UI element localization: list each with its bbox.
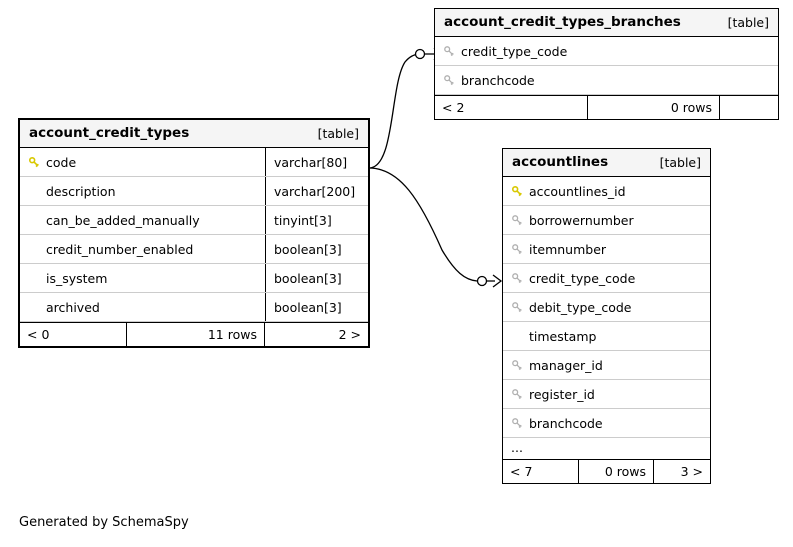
column-type: varchar[200] <box>265 177 368 205</box>
table-footer <box>20 322 368 346</box>
table-title: account_credit_types_branches <box>444 14 681 30</box>
column-type: boolean[3] <box>265 235 368 263</box>
table-row[interactable] <box>503 322 710 351</box>
column-cell <box>435 66 778 94</box>
column-cell <box>20 177 265 205</box>
foreign-key-icon <box>509 418 525 429</box>
column-cell <box>503 322 710 350</box>
table-row[interactable] <box>503 351 710 380</box>
footer-child-count[interactable] <box>719 96 778 119</box>
table-row[interactable] <box>20 235 368 264</box>
generated-by-credit: Generated by SchemaSpy <box>19 515 189 530</box>
column-cell <box>503 293 710 321</box>
column-name: branchcode <box>461 72 535 88</box>
table-row[interactable] <box>503 293 710 322</box>
column-cell <box>20 206 265 234</box>
table-type-tag: [table] <box>317 125 359 141</box>
column-type: boolean[3] <box>265 264 368 292</box>
column-name: is_system <box>46 270 108 286</box>
foreign-key-icon <box>509 215 525 226</box>
column-name: register_id <box>529 386 595 402</box>
column-name: accountlines_id <box>529 183 626 199</box>
table-type-tag: [table] <box>659 154 701 170</box>
table-accountlines[interactable] <box>502 148 711 484</box>
column-cell <box>503 206 710 234</box>
column-type: varchar[80] <box>265 148 368 176</box>
foreign-key-icon <box>509 360 525 371</box>
footer-row-count: 0 rows <box>578 460 653 483</box>
table-type-tag: [table] <box>727 14 769 30</box>
table-account-credit-types[interactable] <box>18 118 370 348</box>
table-footer <box>503 459 710 483</box>
table-header <box>435 9 778 37</box>
table-row[interactable] <box>503 264 710 293</box>
column-name: credit_type_code <box>461 43 568 59</box>
table-header <box>503 149 710 177</box>
table-row[interactable] <box>435 37 778 66</box>
footer-row-count: 0 rows <box>587 96 719 119</box>
column-type: tinyint[3] <box>265 206 368 234</box>
column-name: timestamp <box>529 328 597 344</box>
footer-row-count: 11 rows <box>126 323 264 346</box>
foreign-key-icon <box>509 273 525 284</box>
column-name: code <box>46 154 77 170</box>
table-row[interactable] <box>20 177 368 206</box>
column-cell <box>20 293 265 321</box>
table-title: account_credit_types <box>29 125 190 141</box>
footer-child-count[interactable]: 3 > <box>653 460 710 483</box>
column-type: boolean[3] <box>265 293 368 321</box>
foreign-key-icon <box>509 302 525 313</box>
footer-parent-count[interactable]: < 7 <box>510 464 533 479</box>
column-cell <box>503 351 710 379</box>
column-cell <box>503 380 710 408</box>
column-cell <box>503 264 710 292</box>
column-name: borrowernumber <box>529 212 634 228</box>
column-name: credit_type_code <box>529 270 636 286</box>
table-title: accountlines <box>512 154 609 170</box>
table-row[interactable] <box>503 235 710 264</box>
primary-key-icon <box>26 157 42 168</box>
column-name: archived <box>46 299 100 315</box>
more-columns-indicator: ... <box>511 440 523 455</box>
table-row[interactable] <box>503 380 710 409</box>
column-cell <box>20 235 265 263</box>
column-cell <box>435 37 778 65</box>
column-name: description <box>46 183 116 199</box>
column-name: credit_number_enabled <box>46 241 194 257</box>
table-account-credit-types-branches[interactable] <box>434 8 779 120</box>
foreign-key-icon <box>509 389 525 400</box>
column-cell <box>20 264 265 292</box>
footer-child-count[interactable]: 2 > <box>264 323 368 346</box>
column-cell <box>20 148 265 176</box>
column-cell <box>503 409 710 437</box>
footer-parent-count[interactable]: < 2 <box>442 100 465 115</box>
table-row[interactable] <box>20 148 368 177</box>
table-row[interactable] <box>503 177 710 206</box>
column-name: can_be_added_manually <box>46 212 200 228</box>
table-row[interactable] <box>20 206 368 235</box>
footer-parent-count[interactable]: < 0 <box>27 327 50 342</box>
column-cell <box>503 177 710 205</box>
table-row[interactable] <box>435 66 778 95</box>
column-name: manager_id <box>529 357 603 373</box>
table-footer <box>435 95 778 119</box>
column-name: debit_type_code <box>529 299 632 315</box>
table-row[interactable] <box>503 206 710 235</box>
foreign-key-icon <box>509 244 525 255</box>
table-row[interactable] <box>20 264 368 293</box>
foreign-key-icon <box>441 75 457 86</box>
primary-key-icon <box>509 186 525 197</box>
table-header <box>20 120 368 148</box>
table-row[interactable] <box>20 293 368 322</box>
table-row[interactable] <box>503 409 710 438</box>
column-cell <box>503 235 710 263</box>
column-name: itemnumber <box>529 241 607 257</box>
column-name: branchcode <box>529 415 603 431</box>
foreign-key-icon <box>441 46 457 57</box>
